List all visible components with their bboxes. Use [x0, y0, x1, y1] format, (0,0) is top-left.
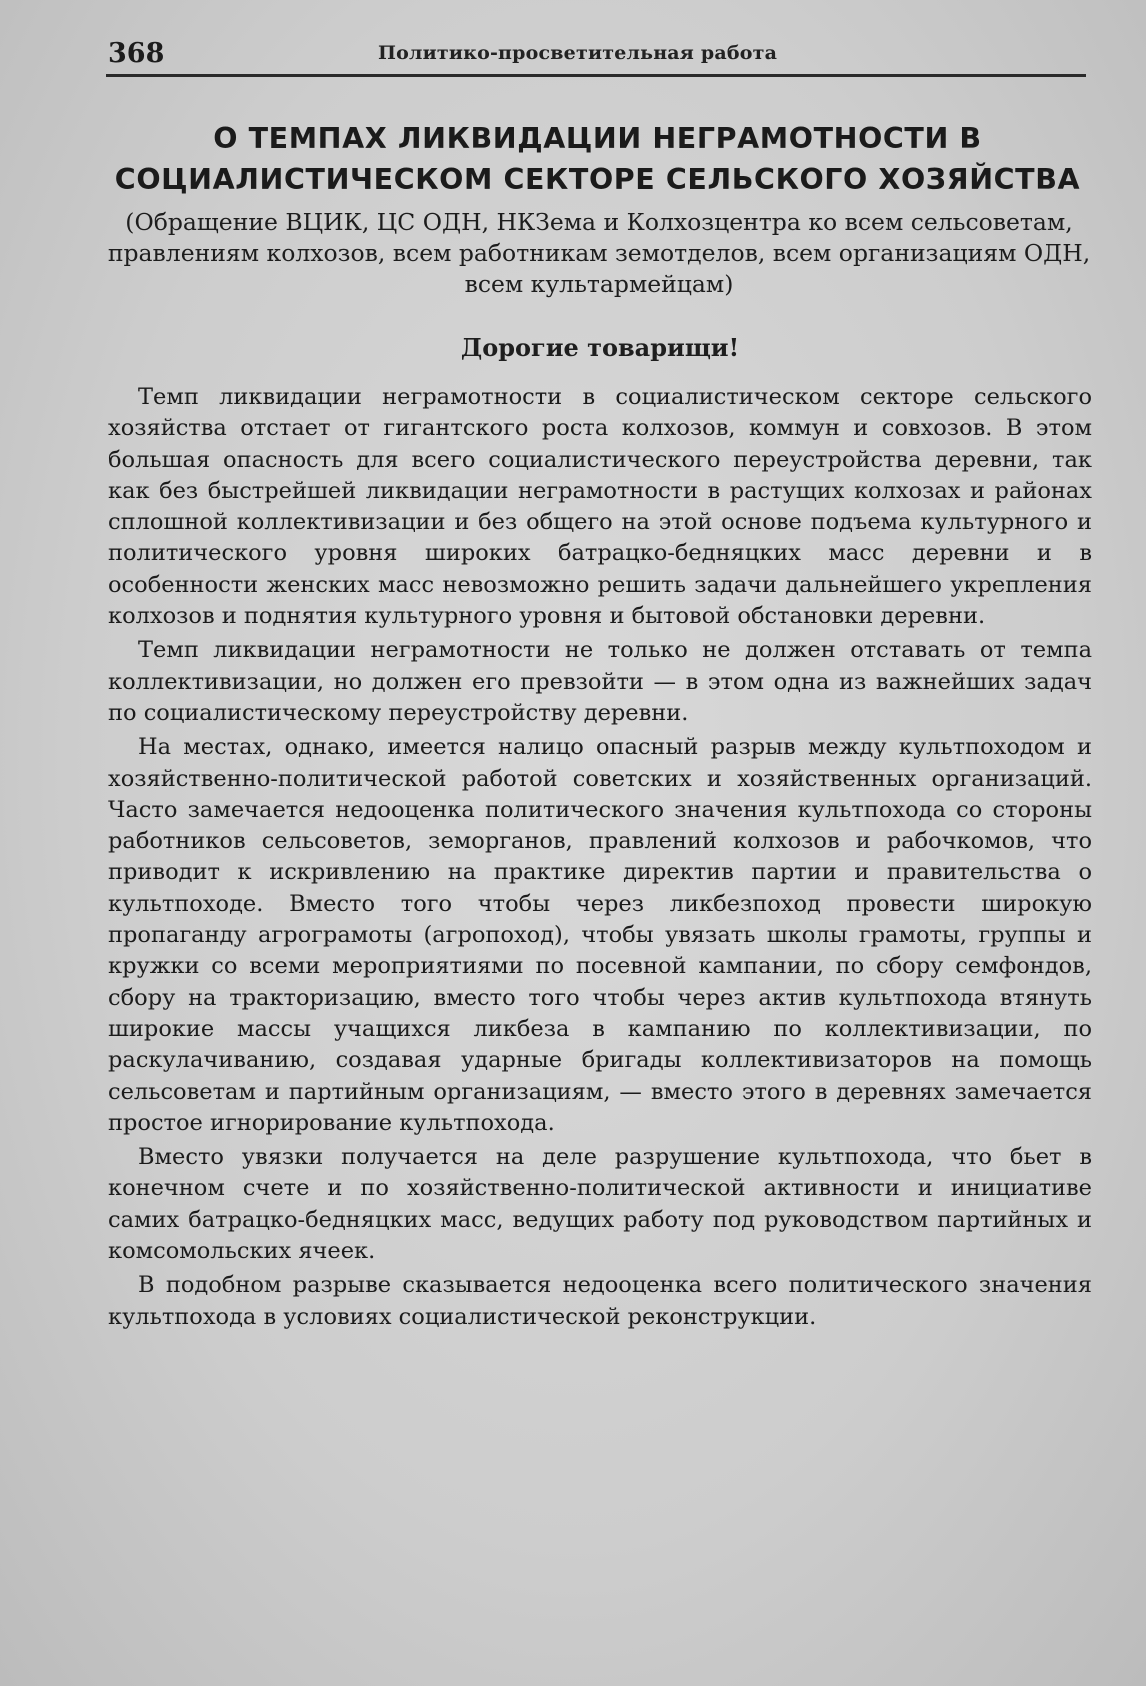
running-head: Политико-просветительная работа	[378, 42, 778, 64]
header-rule	[106, 74, 1086, 77]
paragraph-3: На местах, однако, имеется налицо опасный разрыв между культпоходом и хозяйственно-политической работой советских и хозяйственных организаций. Часто замечается недооценка политического значения культпохода со стороны работников сельсоветов, земорганов, правлений колхозов и рабочкомов, что приводит к искривлению на практике директив партии и правительства о культпоходе. Вместо того чтобы через ликбезпоход провести широкую пропаганду агрограмоты (агропоход), чтобы увязать школы грамоты, группы и кружки со всеми мероприятиями по посевной кампании, по сбору семфондов, сбору на тракторизацию, вместо того чтобы через актив культпохода втянуть широкие массы учащихся ликбеза в кампанию по коллективизации, по раскулачиванию, создавая ударные бригады коллективизаторов на помощь сельсоветам и партийным организациям, — вместо этого в деревнях замечается простое игнорирование культпохода.	[108, 734, 1092, 1136]
paragraph-2: Темп ликвидации неграмотности не только не должен отставать от темпа коллективизации, но должен его превзойти — в этом одна из важнейших задач по социалистическому переустройству деревни.	[108, 637, 1092, 726]
paragraph-1: Темп ликвидации неграмотности в социалистическом секторе сельского хозяйства отстает от гигантского роста колхозов, коммун и совхозов. В этом большая опасность для всего социалистического переустройства деревни, так как без быстрейшей ликвидации неграмотности в растущих колхозах и районах сплошной коллективизации и без общего на этой основе подъема культурного и политического уровня широких батрацко-бедняцких масс деревни и в особенности женских масс невозможно решить задачи дальнейшего укрепления колхозов и поднятия культурного уровня и бытовой обстановки деревни.	[108, 384, 1092, 630]
paragraph-5: В подобном разрыве сказывается недооценка всего политического значения культпохода в условиях социалистической реконструкции.	[108, 1272, 1092, 1330]
page-number: 368	[108, 38, 165, 69]
salutation: Дорогие товарищи!	[460, 333, 740, 362]
article-body	[108, 382, 1092, 1336]
page-header	[108, 36, 1083, 76]
article-title: О ТЕМПАХ ЛИКВИДАЦИИ НЕГРАМОТНОСТИ В СОЦИАЛИСТИЧЕСКОМ СЕКТОРЕ СЕЛЬСКОГО ХОЗЯЙСТВА	[114, 122, 1081, 196]
paragraph-4: Вместо увязки получается на деле разрушение культпохода, что бьет в конечном счете и по хозяйственно-политической активности и инициативе самих батрацко-бедняцких масс, ведущих работу под руководством партийных и комсомольских ячеек.	[108, 1144, 1092, 1265]
article-subtitle: (Обращение ВЦИК, ЦС ОДН, НКЗема и Колхозцентра ко всем сельсоветам, правлениям колхозов, всем работникам земотделов, всем организациям ОДН, всем культармейцам)	[107, 208, 1091, 298]
